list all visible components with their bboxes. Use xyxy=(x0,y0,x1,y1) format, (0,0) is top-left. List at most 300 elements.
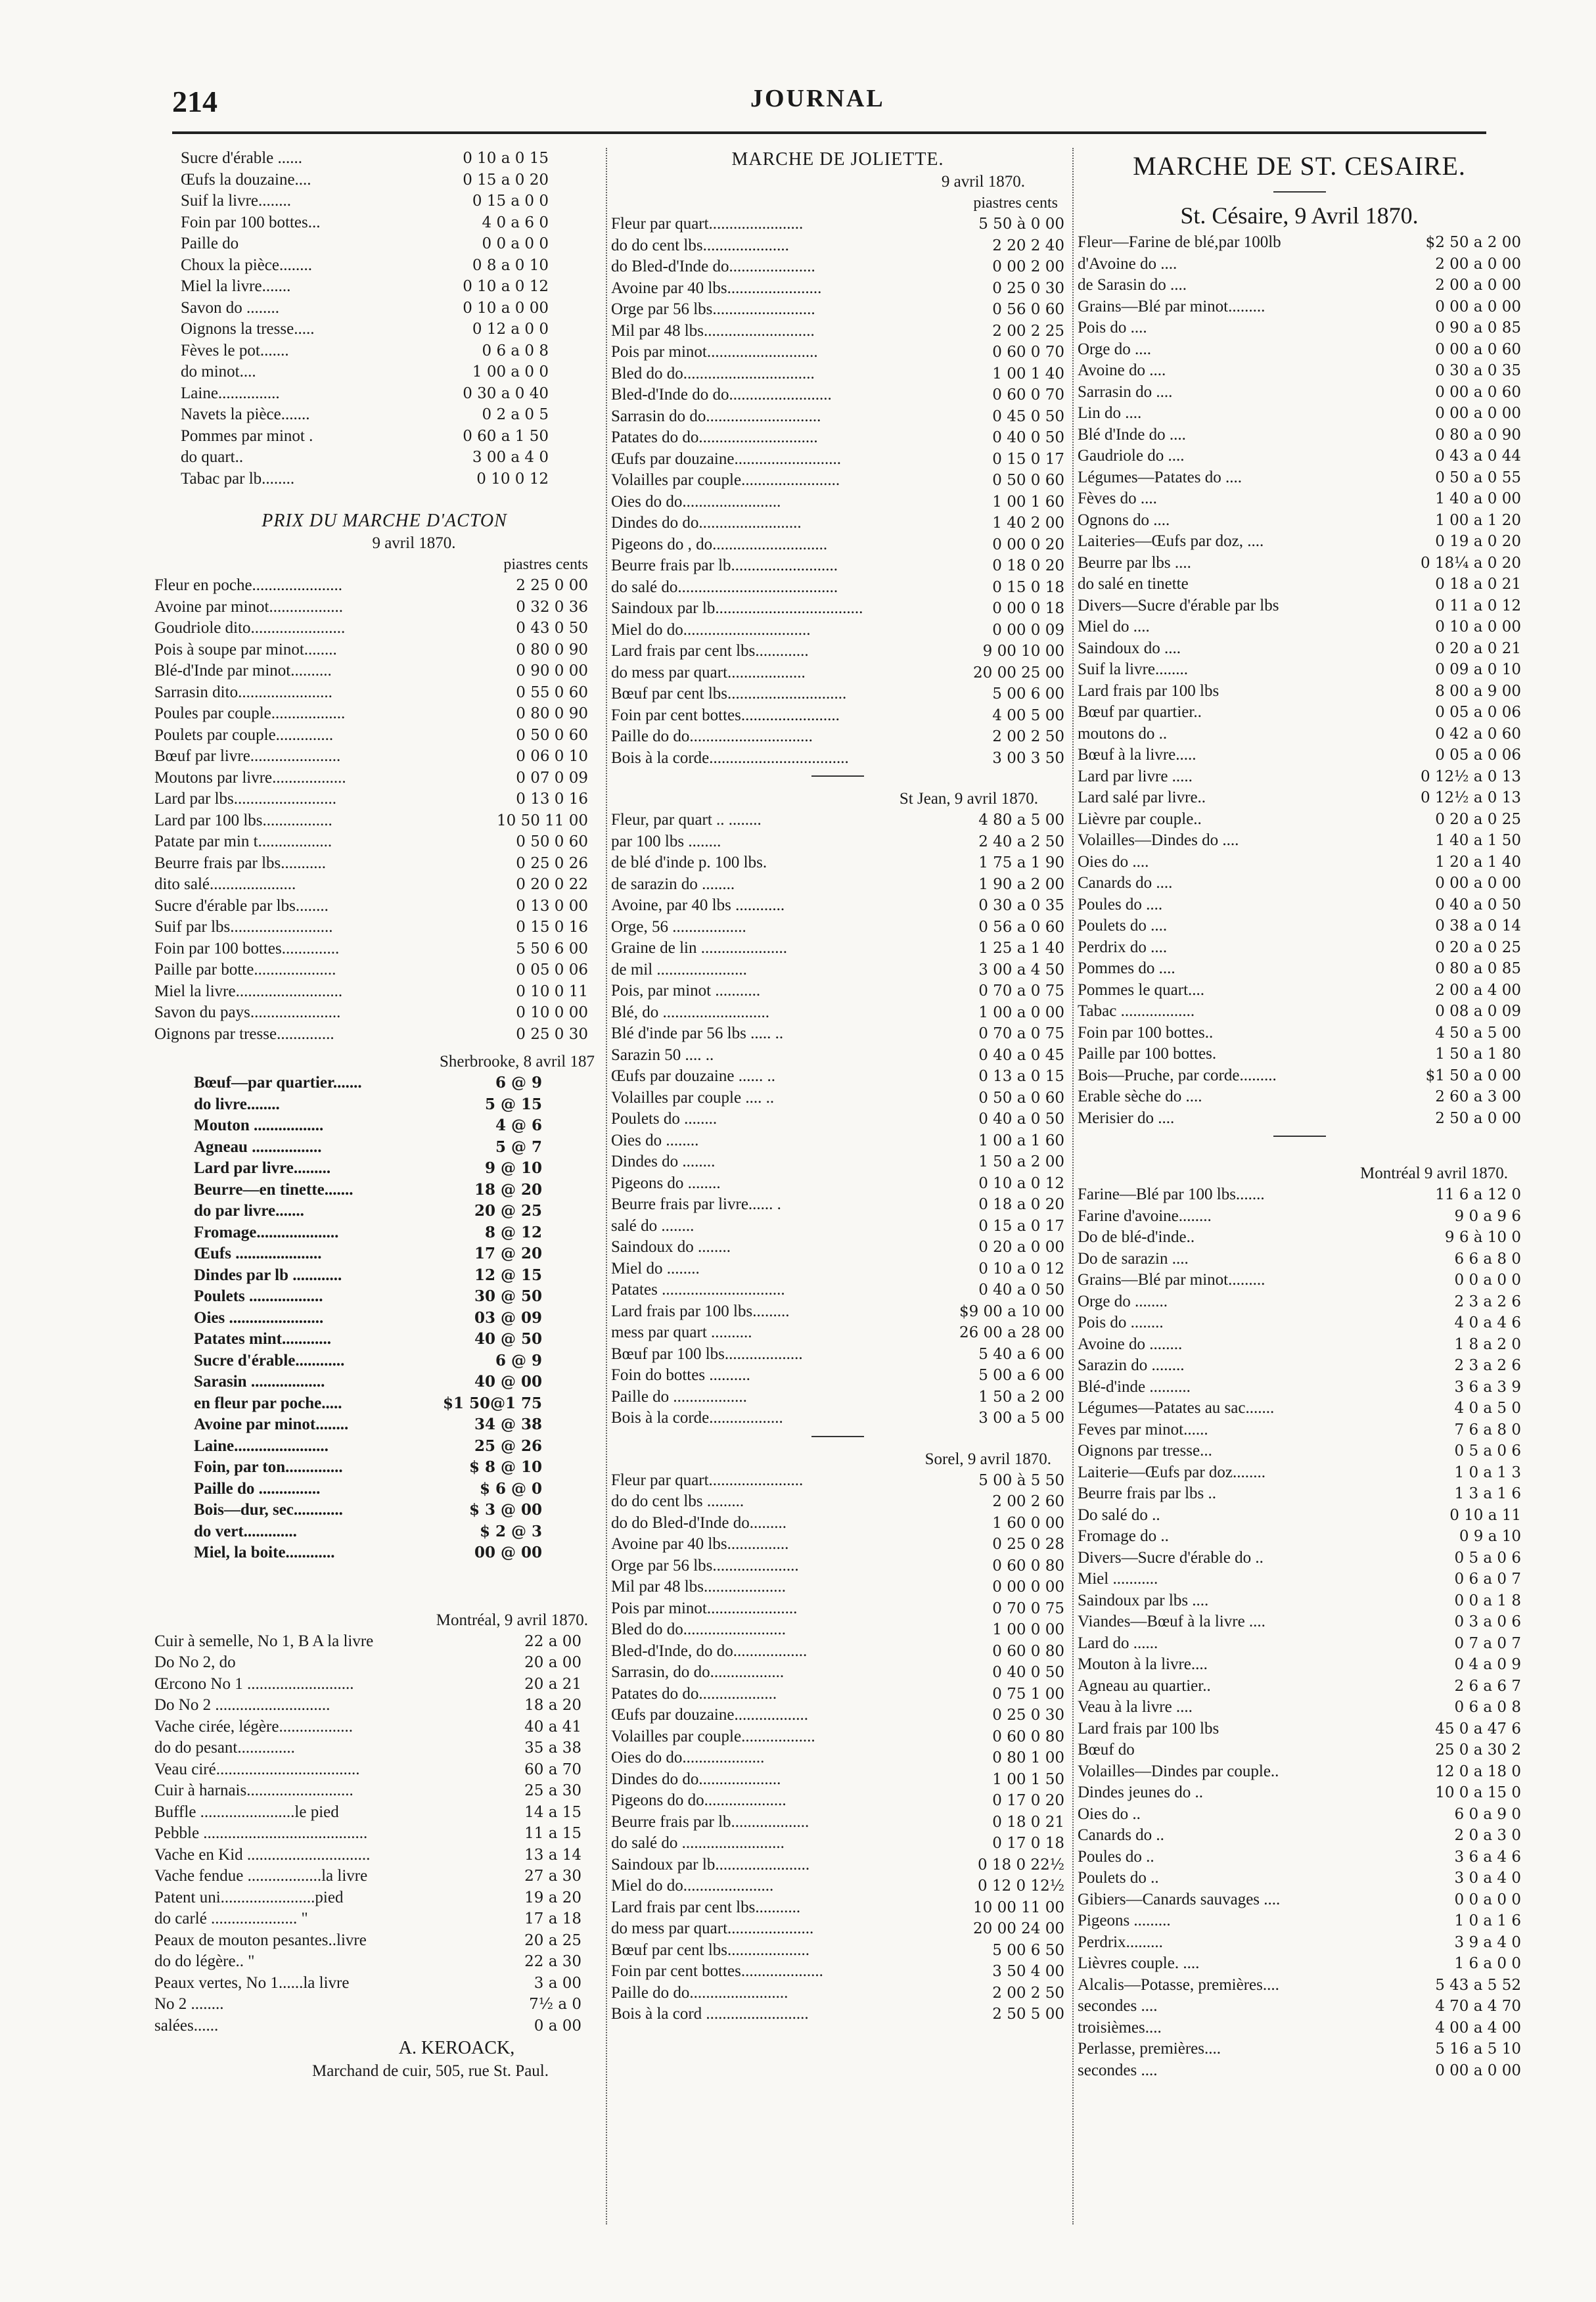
item-label: Lin do .... xyxy=(1078,404,1142,422)
item-price: 2 50 a 0 00 xyxy=(1435,1109,1521,1127)
price-row xyxy=(194,1137,542,1159)
price-row xyxy=(611,1151,1064,1173)
item-price: 0 00 a 0 00 xyxy=(1435,2061,1521,2079)
item-label: Miel do ........ xyxy=(611,1259,700,1278)
item-label: de Sarasin do .... xyxy=(1078,276,1187,294)
price-row xyxy=(1078,1001,1521,1023)
item-price: 0 15 a 0 0 xyxy=(472,193,549,210)
item-label: Oies ....................... xyxy=(194,1308,324,1327)
price-row xyxy=(611,256,1064,278)
price-row xyxy=(154,1930,581,1952)
item-label: Merisier do .... xyxy=(1078,1109,1175,1127)
item-label: Avoine par minot.................. xyxy=(154,597,343,616)
section-rule xyxy=(1273,1136,1326,1137)
item-price: $ 8 @ 10 xyxy=(468,1458,542,1476)
item-price: 3 9 a 4 0 xyxy=(1454,1933,1521,1951)
item-label: Blé-d'inde .......... xyxy=(1078,1377,1191,1396)
item-label: do do Bled-d'Inde do......... xyxy=(611,1513,787,1532)
item-label: Farine d'avoine........ xyxy=(1078,1207,1212,1225)
price-row xyxy=(611,1408,1064,1429)
item-label: secondes .... xyxy=(1078,1997,1158,2015)
item-label: Bois—Pruche, par corde......... xyxy=(1078,1066,1277,1084)
item-label: Avoine, par 40 lbs ............ xyxy=(611,896,785,914)
item-price: 11 6 a 12 0 xyxy=(1435,1186,1521,1203)
price-row xyxy=(1078,681,1521,702)
price-row xyxy=(1078,1505,1521,1527)
item-price: 1 6 a 0 0 xyxy=(1454,1955,1521,1972)
price-row xyxy=(1078,1270,1521,1291)
stcesaire-date: St. Césaire, 9 Avril 1870. xyxy=(1180,202,1419,229)
item-label: Lard frais par cent lbs........... xyxy=(611,1898,801,1916)
price-row xyxy=(181,319,549,340)
price-row xyxy=(1078,2060,1521,2082)
item-price: 0 50 0 60 xyxy=(516,833,588,850)
item-label: Saindoux par lbs .... xyxy=(1078,1591,1209,1609)
item-label: Bled-d'Inde do do......................... xyxy=(611,386,832,403)
item-label: Sarrasin do .... xyxy=(1078,382,1173,401)
item-price: 2 00 a 0 00 xyxy=(1435,277,1521,294)
item-label: Sarazin 50 .... .. xyxy=(611,1046,714,1064)
sorel-date: Sorel, 9 avril 1870. xyxy=(924,1450,1051,1468)
price-row xyxy=(1078,766,1521,788)
price-row xyxy=(1078,1611,1521,1633)
price-row xyxy=(611,1365,1064,1387)
price-row xyxy=(154,682,588,704)
item-label: Avoine par 40 lbs............... xyxy=(611,1535,789,1553)
item-price: 0 30 a 0 35 xyxy=(978,897,1064,914)
item-price: 8 00 a 9 00 xyxy=(1435,682,1521,700)
item-price: 1 75 a 1 90 xyxy=(978,854,1064,871)
item-label: Sarrasin, do do.................. xyxy=(611,1663,785,1681)
item-price: 0 00 2 00 xyxy=(992,258,1064,275)
item-price: 0 43 0 50 xyxy=(516,620,588,637)
item-price: 2 00 2 25 xyxy=(992,322,1064,340)
price-row xyxy=(181,255,549,277)
item-label: Paille do do........................ xyxy=(611,1983,788,2002)
item-price: 3 a 00 xyxy=(534,1974,581,1992)
item-price: 3 00 a 5 00 xyxy=(978,1410,1064,1427)
item-label: Lard frais par 100 lbs......... xyxy=(611,1302,790,1320)
item-price: 0 75 1 00 xyxy=(992,1685,1064,1703)
item-label: Fleur en poche...................... xyxy=(154,576,343,594)
item-label: Poulets do .. xyxy=(1078,1869,1159,1887)
item-label: Patent uni.......................pied xyxy=(154,1888,344,1906)
item-price: 0 00 a 0 60 xyxy=(1435,383,1521,401)
price-row xyxy=(194,1158,542,1180)
price-row xyxy=(181,383,549,405)
price-row xyxy=(194,1371,542,1393)
price-row xyxy=(611,1983,1064,2004)
price-row xyxy=(1078,745,1521,766)
item-price: 20 00 25 00 xyxy=(973,664,1064,681)
item-label: Perdrix......... xyxy=(1078,1933,1163,1951)
price-row xyxy=(154,2015,581,2037)
item-label: Fleur—Farine de blé,par 100lb xyxy=(1078,233,1281,251)
item-label: Orge do ........ xyxy=(1078,1292,1168,1310)
price-row xyxy=(1078,1676,1521,1697)
item-price: 35 a 38 xyxy=(524,1739,581,1757)
item-price: 3 6 a 4 6 xyxy=(1454,1848,1521,1866)
item-price: 0 15 a 0 20 xyxy=(463,171,549,189)
item-price: 0 90 0 00 xyxy=(516,662,588,679)
price-row xyxy=(611,1344,1064,1366)
item-price: 0 20 a 0 25 xyxy=(1435,938,1521,956)
item-label: Foin do bottes .......... xyxy=(611,1366,750,1384)
price-row xyxy=(1078,1355,1521,1377)
item-price: 34 @ 38 xyxy=(474,1416,542,1433)
item-price: 0 55 0 60 xyxy=(516,683,588,701)
price-row xyxy=(181,426,549,448)
item-price: 3 0 a 4 0 xyxy=(1454,1870,1521,1887)
item-label: dito salé..................... xyxy=(154,875,296,893)
item-label: Bois à la cord ......................... xyxy=(611,2005,809,2023)
item-price: 5 43 a 5 52 xyxy=(1435,1976,1521,1994)
price-row xyxy=(1078,467,1521,489)
item-price: 30 @ 50 xyxy=(474,1287,542,1305)
item-label: Miel la livre.......................... xyxy=(154,982,343,1000)
item-price: 4 0 a 5 0 xyxy=(1454,1400,1521,1417)
price-row xyxy=(611,980,1064,1002)
item-label: Perlasse, premières.... xyxy=(1078,2040,1221,2058)
price-row xyxy=(611,598,1064,620)
price-row xyxy=(194,1115,542,1137)
item-label: Foin par cent bottes........................ xyxy=(611,706,840,724)
item-price: 1 00 a 0 0 xyxy=(472,363,549,380)
item-label: Poulets do .... xyxy=(1078,917,1168,934)
item-price: 0 30 a 0 40 xyxy=(463,384,549,402)
item-price: 2 00 a 4 00 xyxy=(1435,981,1521,999)
price-row xyxy=(1078,1590,1521,1612)
item-price: 1 00 1 60 xyxy=(992,493,1064,511)
item-price: 0 15 a 0 17 xyxy=(978,1217,1064,1235)
item-price: 1 00 0 00 xyxy=(992,1621,1064,1638)
item-label: Paille do .................. xyxy=(611,1387,747,1406)
item-label: Bois—dur, sec............ xyxy=(194,1501,343,1519)
item-price: 10 00 11 00 xyxy=(973,1899,1064,1916)
item-label: Bœuf do xyxy=(1078,1741,1135,1759)
price-row xyxy=(611,278,1064,300)
price-row xyxy=(1078,1023,1521,1044)
price-row xyxy=(154,896,588,917)
price-row xyxy=(611,1662,1064,1684)
item-label: Bled do do................................ xyxy=(611,364,815,382)
item-label: Pois par minot........................... xyxy=(611,343,818,361)
item-label: Agneau au quartier.. xyxy=(1078,1676,1211,1695)
price-row xyxy=(1078,638,1521,660)
item-label: Vache fendue ..................la livre xyxy=(154,1867,368,1885)
item-label: Foin par cent bottes.................... xyxy=(611,1962,823,1980)
item-price: 2 00 2 60 xyxy=(992,1493,1064,1510)
item-label: Pommes par minot . xyxy=(181,426,313,445)
item-price: 0 10 0 12 xyxy=(476,470,549,488)
item-label: Bœuf par 100 lbs................... xyxy=(611,1345,803,1363)
price-row xyxy=(154,1908,581,1930)
item-price: 0 13 a 0 15 xyxy=(978,1068,1064,1085)
price-row xyxy=(611,492,1064,513)
price-row xyxy=(1078,232,1521,254)
price-row xyxy=(154,618,588,639)
price-row xyxy=(194,1243,542,1265)
item-label: Lard par livre ..... xyxy=(1078,767,1193,785)
price-row xyxy=(181,233,549,255)
item-label: en fleur par poche..... xyxy=(194,1394,342,1412)
price-row xyxy=(1078,787,1521,809)
item-label: Canards do .. xyxy=(1078,1826,1164,1844)
item-price: 10 0 a 15 0 xyxy=(1435,1784,1521,1801)
item-price: 6 0 a 9 0 xyxy=(1454,1805,1521,1823)
item-label: Miel ........... xyxy=(1078,1570,1158,1588)
item-price: 0 20 0 22 xyxy=(516,876,588,893)
item-price: 0 10 a 0 12 xyxy=(463,278,549,295)
item-price: 0 40 a 0 45 xyxy=(978,1046,1064,1064)
item-label: Pois do .... xyxy=(1078,319,1147,336)
item-label: Légumes—Patates au sac....... xyxy=(1078,1399,1275,1417)
price-row xyxy=(611,1918,1064,1940)
joliette-units: piastres cents xyxy=(973,195,1058,212)
price-row xyxy=(611,1002,1064,1024)
item-label: de sarazin do ........ xyxy=(611,875,735,893)
item-price: 0 20 a 0 25 xyxy=(1435,810,1521,828)
column-divider-2 xyxy=(1072,148,1074,2224)
item-price: 0 18¼ a 0 20 xyxy=(1420,554,1521,572)
item-price: 1 40 a 1 50 xyxy=(1435,832,1521,849)
item-label: do salé do....................................... xyxy=(611,578,838,596)
price-row xyxy=(194,1072,542,1094)
price-row xyxy=(611,959,1064,981)
item-label: Paille do ............... xyxy=(194,1479,321,1498)
item-price: 2 3 a 2 6 xyxy=(1454,1293,1521,1310)
item-label: Oies do ........ xyxy=(611,1131,699,1149)
price-row xyxy=(611,1684,1064,1705)
item-label: Bled do do......................... xyxy=(611,1621,786,1638)
journal-title: JOURNAL xyxy=(750,85,885,112)
item-price: 20 00 24 00 xyxy=(973,1920,1064,1937)
price-row xyxy=(1078,1847,1521,1868)
sorel-price-list xyxy=(611,1470,1064,2025)
price-row xyxy=(611,810,1064,831)
item-price: 1 40 a 0 00 xyxy=(1435,490,1521,507)
column-1 xyxy=(154,148,614,2083)
item-price: 1 0 a 1 6 xyxy=(1454,1912,1521,1929)
item-price: 0 40 a 0 50 xyxy=(1435,896,1521,913)
acton-date: 9 avril 1870. xyxy=(372,534,456,552)
item-price: 0 20 a 0 21 xyxy=(1435,639,1521,657)
item-price: 40 a 41 xyxy=(524,1718,581,1736)
item-label: Viandes—Bœuf à la livre .... xyxy=(1078,1613,1265,1630)
item-price: 18 @ 20 xyxy=(474,1180,542,1199)
item-label: secondes .... xyxy=(1078,2061,1158,2079)
item-label: Lard frais par cent lbs............. xyxy=(611,642,809,660)
item-price: 4 00 5 00 xyxy=(992,706,1064,724)
price-row xyxy=(1078,1249,1521,1270)
item-price: 0 40 0 50 xyxy=(992,429,1064,446)
item-label: Sarazin do ........ xyxy=(1078,1356,1185,1374)
item-price: 14 a 15 xyxy=(524,1803,581,1821)
item-price: 5 00 6 00 xyxy=(992,685,1064,702)
price-row xyxy=(154,1631,581,1653)
item-label: Miel la livre....... xyxy=(181,277,291,295)
item-label: do mess par quart................... xyxy=(611,663,806,681)
price-row xyxy=(1078,1910,1521,1932)
price-row xyxy=(1078,873,1521,894)
item-label: Vache cirée, légère.................. xyxy=(154,1717,353,1736)
acton-price-list xyxy=(154,575,614,1045)
item-price: 11 a 15 xyxy=(524,1825,581,1842)
item-label: Saindoux do .... xyxy=(1078,639,1181,657)
item-price: 0 05 a 0 06 xyxy=(1435,704,1521,721)
price-row xyxy=(611,1045,1064,1067)
item-price: 0 6 a 0 8 xyxy=(482,342,549,359)
item-label: Divers—Sucre d'érable par lbs xyxy=(1078,596,1279,614)
item-label: Sucre d'érable par lbs........ xyxy=(154,896,329,915)
item-price: 10 50 11 00 xyxy=(497,812,588,829)
price-row xyxy=(1078,275,1521,296)
item-label: Volailles par couple.................. xyxy=(611,1727,815,1745)
item-label: Sarasin .................. xyxy=(194,1373,325,1391)
price-row xyxy=(1078,1548,1521,1569)
price-row xyxy=(154,938,588,960)
item-label: Paille do do.............................. xyxy=(611,727,813,745)
item-price: 4 50 a 5 00 xyxy=(1435,1024,1521,1042)
item-price: 4 00 a 4 00 xyxy=(1435,2019,1521,2037)
item-price: 0 12½ a 0 13 xyxy=(1420,789,1521,806)
price-row xyxy=(154,1759,581,1781)
item-label: Œufs par douzaine ...... .. xyxy=(611,1067,775,1085)
item-price: 0 42 a 0 60 xyxy=(1435,725,1521,743)
item-price: 0 40 a 0 50 xyxy=(978,1111,1064,1128)
item-price: 0 10 a 11 xyxy=(1449,1506,1521,1524)
price-row xyxy=(1078,403,1521,425)
item-price: 1 00 1 50 xyxy=(992,1770,1064,1788)
item-label: Œufs ..................... xyxy=(194,1245,322,1262)
price-row xyxy=(1078,702,1521,724)
item-price: 0 60 0 70 xyxy=(992,386,1064,403)
item-label: Œufs par douzaine.......................... xyxy=(611,449,841,468)
item-label: Paille par 100 bottes. xyxy=(1078,1045,1217,1063)
header-rule xyxy=(172,131,1486,134)
item-label: Lard par livre......... xyxy=(194,1159,331,1177)
price-row xyxy=(611,449,1064,471)
item-price: 13 a 14 xyxy=(524,1846,581,1864)
price-row xyxy=(181,191,549,212)
item-label: Lard frais par 100 lbs xyxy=(1078,681,1220,700)
price-row xyxy=(611,1109,1064,1130)
joliette-price-list xyxy=(611,214,1064,769)
joliette-title: MARCHE DE JOLIETTE. xyxy=(731,149,944,170)
item-label: Do No 2 ............................ xyxy=(154,1696,331,1714)
item-price: 20 a 25 xyxy=(524,1931,581,1949)
item-label: Avoine par minot........ xyxy=(194,1416,349,1433)
item-price: 0 4 a 0 9 xyxy=(1454,1656,1521,1673)
item-label: Lard do ...... xyxy=(1078,1634,1158,1652)
item-price: 0 10 a 0 00 xyxy=(1435,618,1521,635)
price-row xyxy=(154,639,588,661)
item-label: Volailles par couple........................ xyxy=(611,471,840,489)
item-label: Pigeons ......... xyxy=(1078,1912,1171,1929)
price-row xyxy=(1078,1782,1521,1804)
item-price: 40 @ 50 xyxy=(474,1330,542,1348)
item-label: Blé-d'Inde par minot.......... xyxy=(154,662,332,679)
item-price: 9 6 à 10 0 xyxy=(1444,1229,1521,1246)
price-row xyxy=(1078,1569,1521,1590)
item-label: Sarrasin dito....................... xyxy=(154,683,332,701)
item-label: Volailles—Dindes par couple.. xyxy=(1078,1762,1279,1780)
price-row xyxy=(611,1387,1064,1408)
item-label: Savon du pays...................... xyxy=(154,1003,341,1021)
price-row xyxy=(154,1738,581,1759)
item-price: 20 a 21 xyxy=(524,1675,581,1693)
item-price: 0 00 0 20 xyxy=(992,536,1064,553)
item-label: Ognons do .... xyxy=(1078,511,1170,529)
price-row xyxy=(154,768,588,789)
price-row xyxy=(181,298,549,319)
price-row xyxy=(611,577,1064,599)
item-price: 0 3 a 0 6 xyxy=(1454,1613,1521,1630)
item-price: $2 50 a 2 00 xyxy=(1425,234,1521,251)
item-label: Poules do .... xyxy=(1078,895,1163,913)
price-row xyxy=(181,361,549,383)
item-label: Fleur par quart....................... xyxy=(611,215,804,233)
price-row xyxy=(1078,1440,1521,1462)
item-price: 00 @ 00 xyxy=(474,1544,542,1561)
section-rule xyxy=(1273,191,1326,193)
montreal-date: Montréal 9 avril 1870. xyxy=(1360,1164,1508,1182)
item-label: Saindoux do ........ xyxy=(611,1238,731,1256)
price-row xyxy=(611,1513,1064,1534)
item-label: Feves par minot...... xyxy=(1078,1420,1208,1439)
stcesaire-title: MARCHE DE ST. CESAIRE. xyxy=(1133,151,1466,181)
price-row xyxy=(194,1500,542,1521)
item-price: 0 10 a 0 15 xyxy=(463,150,549,167)
item-label: Paille par botte.................... xyxy=(154,961,336,978)
price-row xyxy=(1078,1825,1521,1847)
item-label: do do cent lbs..................... xyxy=(611,236,789,254)
item-label: Volailles par couple .... .. xyxy=(611,1088,775,1107)
acton-units: piastres cents xyxy=(503,556,588,573)
item-label: Fleur, par quart .. ........ xyxy=(611,811,762,829)
item-label: Do de blé-d'inde.. xyxy=(1078,1228,1195,1246)
price-row xyxy=(1078,1108,1521,1130)
item-price: 1 50 a 1 80 xyxy=(1435,1046,1521,1063)
price-row xyxy=(1078,1953,1521,1975)
item-label: Canards do .... xyxy=(1078,874,1173,892)
item-label: Suif la livre........ xyxy=(1078,660,1189,678)
price-row xyxy=(1078,894,1521,916)
price-row xyxy=(181,212,549,234)
price-row xyxy=(194,1414,542,1436)
item-label: Avoine par 40 lbs....................... xyxy=(611,279,822,297)
item-label: Pigeons do , do............................ xyxy=(611,535,828,553)
price-row xyxy=(154,575,588,597)
item-label: Choux la pièce........ xyxy=(181,256,312,274)
item-label: moutons do .. xyxy=(1078,724,1168,743)
item-price: 0 40 0 50 xyxy=(992,1664,1064,1681)
price-row xyxy=(1078,1227,1521,1249)
price-row xyxy=(154,1024,588,1046)
merchant-signature: A. KEROACK, xyxy=(398,2038,515,2058)
item-price: 0 10 a 0 12 xyxy=(978,1260,1064,1278)
item-label: Dindes par lb ............ xyxy=(194,1266,342,1284)
item-price: 27 a 30 xyxy=(524,1868,581,1885)
item-price: 25 0 a 30 2 xyxy=(1435,1741,1521,1759)
item-price: 0 5 a 0 6 xyxy=(1454,1549,1521,1567)
item-label: Do No 2, do xyxy=(154,1653,236,1671)
item-label: Dindes do ........ xyxy=(611,1153,716,1170)
item-label: Veau ciré................................... xyxy=(154,1760,360,1778)
price-row xyxy=(194,1393,542,1415)
item-label: Poulets do ........ xyxy=(611,1110,718,1128)
item-label: do do cent lbs ......... xyxy=(611,1492,744,1510)
